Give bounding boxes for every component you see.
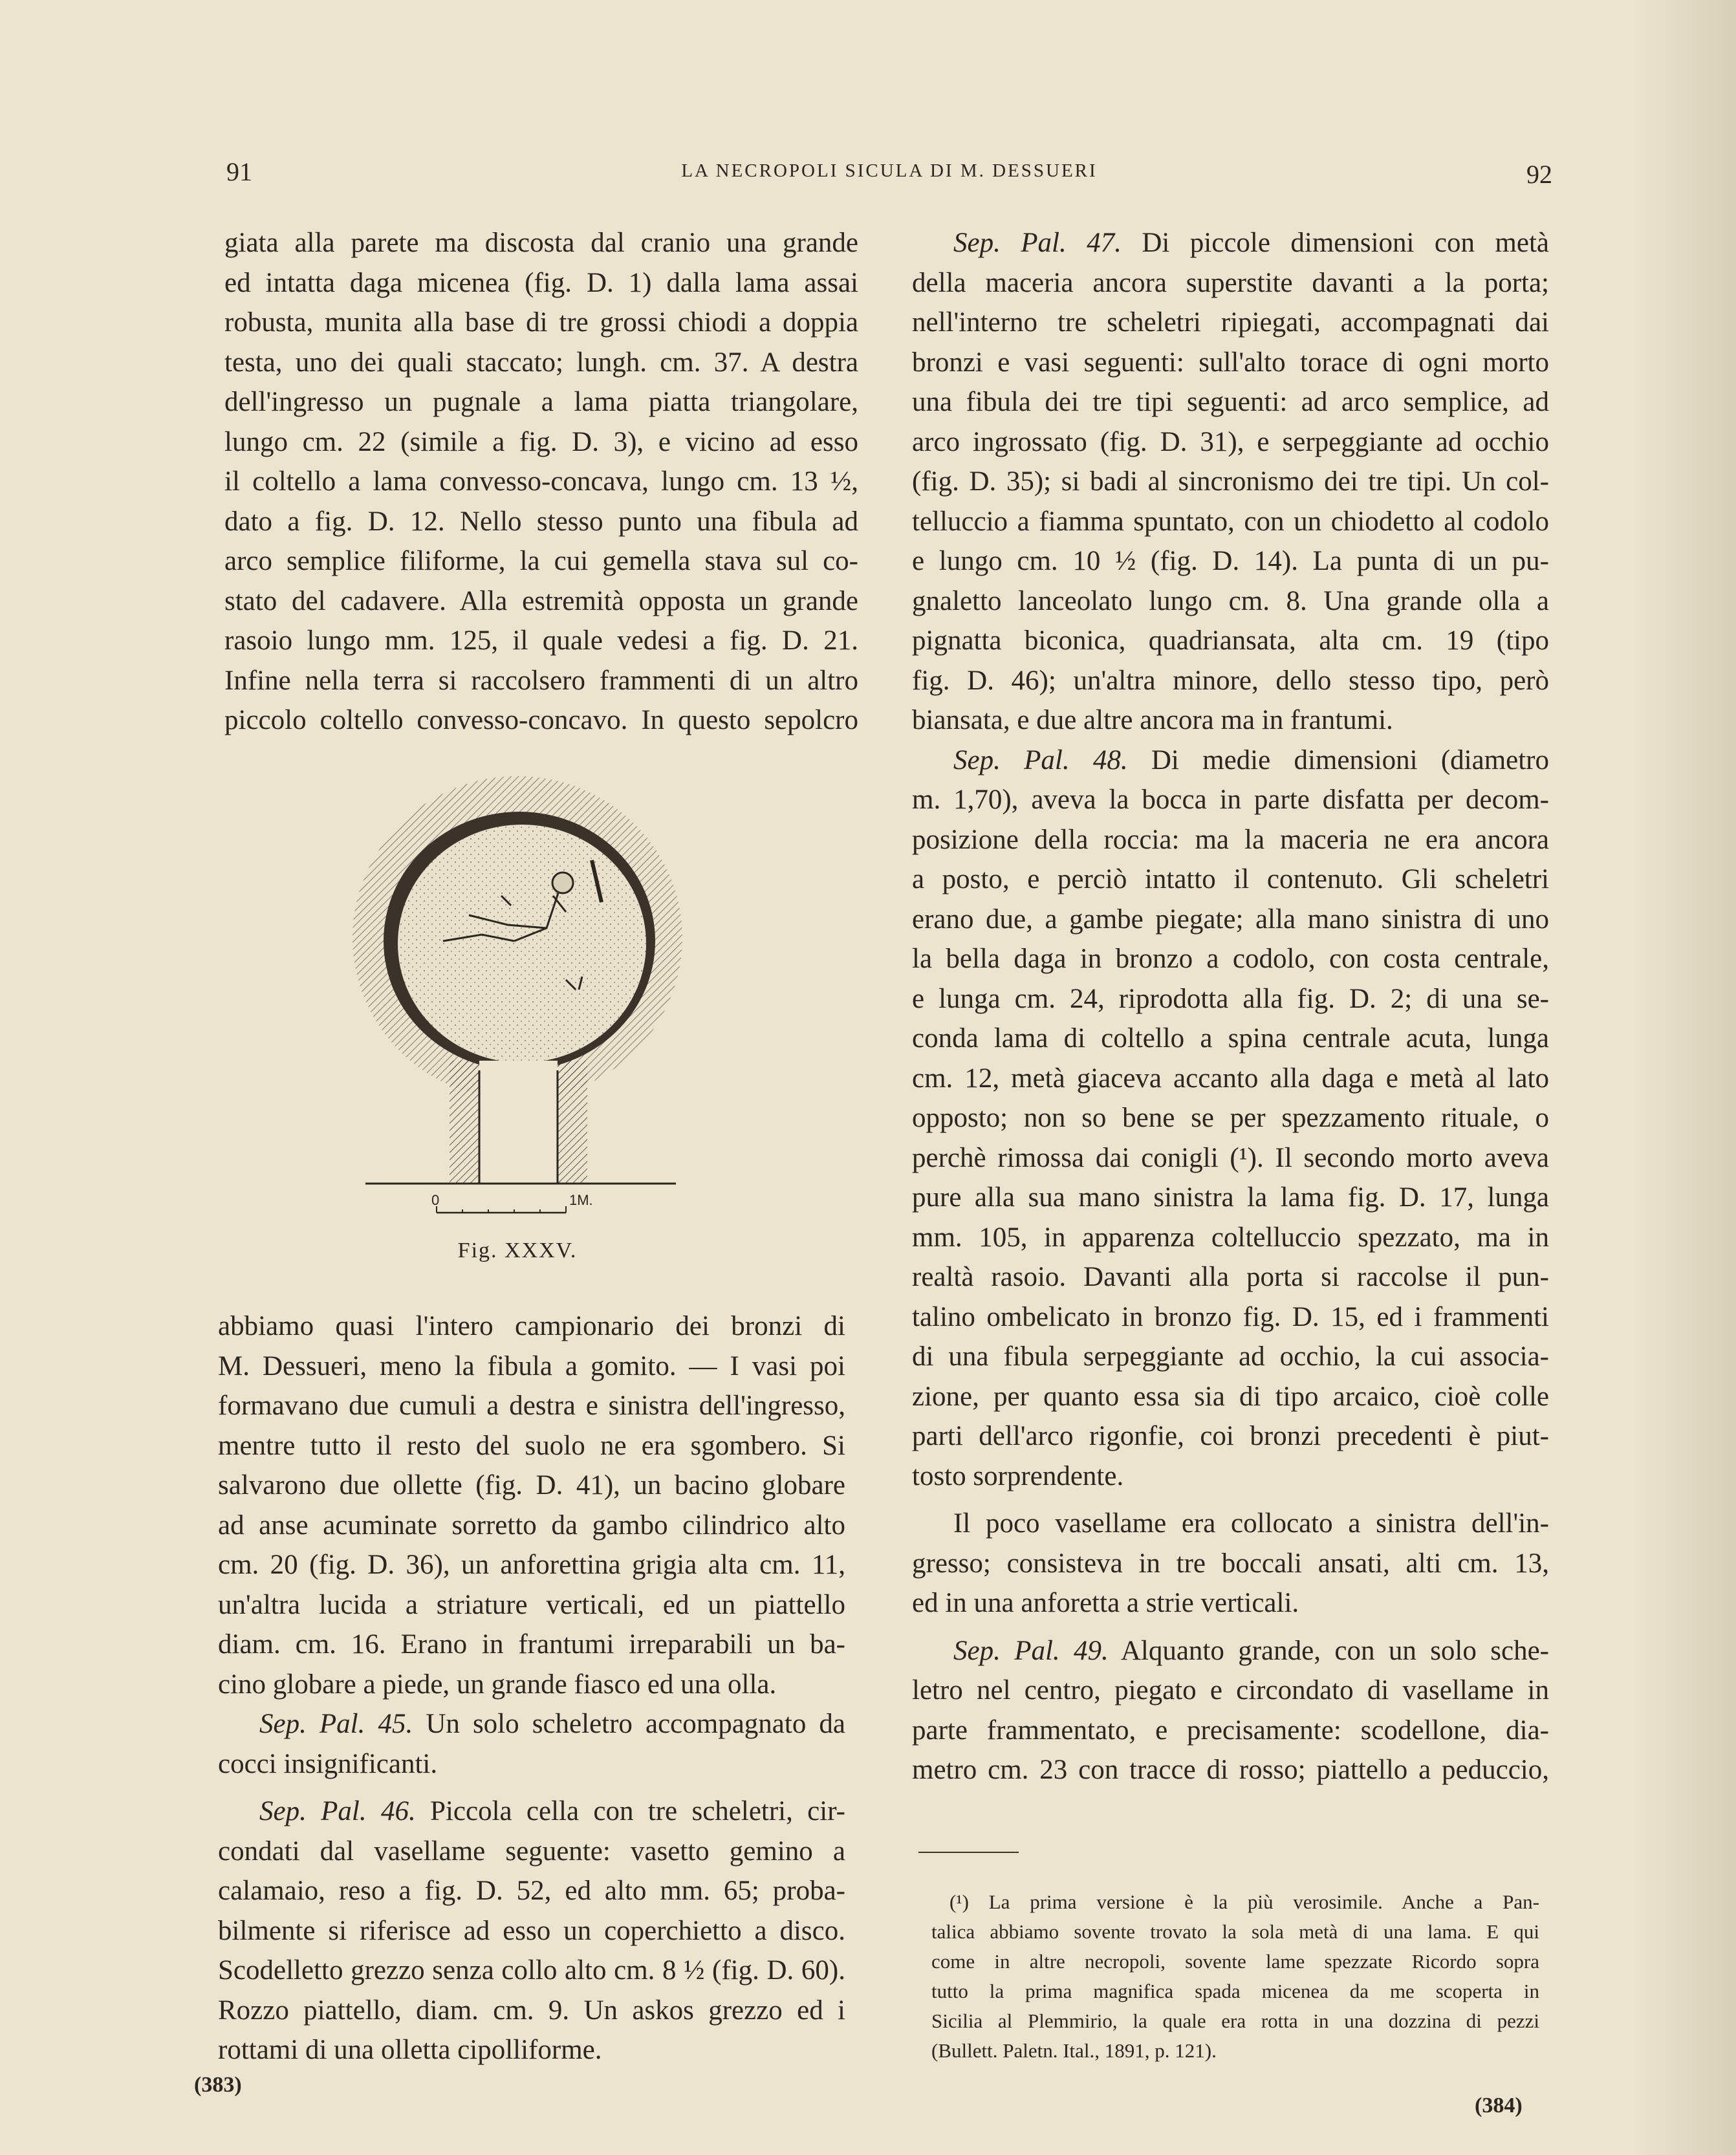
footnote-line: (¹) La prima versione è la più verosimile. Anche a Pan-	[949, 1890, 1539, 1913]
text-line: m. 1,70), aveva la bocca in parte disfatta per decom-	[912, 785, 1549, 815]
text-line: tosto sorprendente.	[912, 1460, 1124, 1491]
text-line: gresso; consisteva in tre boccali ansati, alti cm. 13,	[912, 1548, 1549, 1579]
text-line: stato del cadavere. Alla estremità opposta un grande	[224, 585, 858, 616]
text-line: Di medie dimensioni (diametro	[1151, 744, 1550, 775]
text-line: nell'interno tre scheletri ripiegati, accompagnati dai	[912, 307, 1549, 338]
text-line: pure alla sua mano sinistra la lama fig. D. 17, lunga	[912, 1182, 1549, 1213]
text-line: salvarono due ollette (fig. D. 41), un bacino globare	[218, 1470, 845, 1500]
text-line: rottami di una olletta cipolliforme.	[218, 2035, 602, 2065]
text-line: dell'ingresso un pugnale a lama piatta triangolare,	[224, 387, 858, 417]
text-line: giata alla parete ma discosta dal cranio una grande	[224, 228, 858, 258]
left-column-bottom	[218, 1306, 845, 2070]
section-line	[912, 741, 1549, 781]
text-line: letro nel centro, piegato e circondato di vasellame in	[912, 1675, 1549, 1706]
tomb-plan-figure	[353, 766, 689, 1219]
chamber-entrance	[365, 1061, 676, 1184]
text-line: perchè rimossa dai conigli (¹). Il secondo morto aveva	[912, 1142, 1549, 1173]
text-line: metro cm. 23 con tracce di rosso; piattello a peduccio,	[912, 1755, 1549, 1785]
scale-bar	[431, 1192, 593, 1213]
text-line: mentre tutto il resto del suolo ne era sgombero. Si	[218, 1430, 845, 1461]
text-line: bronzi e vasi seguenti: sull'alto torace di ogni morto	[912, 347, 1549, 378]
text-line: arco ingrossato (fig. D. 31), e serpeggiante ad occhio	[912, 426, 1549, 457]
footnote-line: Sicilia al Plemmirio, la quale era rotta in una dozzina di pezzi	[931, 2009, 1539, 2032]
footnote	[931, 1887, 1539, 2066]
text-line: e lunga cm. 24, riprodotta alla fig. D. 2; di una se-	[912, 983, 1549, 1014]
text-line: cocci insignificanti.	[218, 1748, 438, 1779]
text-line: cm. 20 (fig. D. 36), un anforettina grigia alta cm. 11,	[218, 1550, 845, 1580]
section-line	[912, 1631, 1549, 1671]
text-line: dato a fig. D. 12. Nello stesso punto una fibula ad	[224, 506, 858, 537]
text-line: Scodelletto grezzo senza collo alto cm. 8 ½ (fig. D. 60).	[218, 1955, 845, 1986]
text-line: conda lama di coltello a spina centrale acuta, lunga	[912, 1023, 1549, 1054]
text-line: Alquanto grande, con un solo sche-	[1120, 1635, 1549, 1666]
text-line: posizione della roccia: ma la maceria ne era ancora	[912, 824, 1549, 855]
text-line: fig. D. 46); un'altra minore, dello stesso tipo, però	[912, 665, 1549, 696]
text-line: cino globare a piede, un grande fiasco ed una olla.	[218, 1669, 777, 1700]
text-line: Infine nella terra si raccolsero frammenti di un altro	[224, 665, 858, 696]
text-line: ad anse acuminate sorretto da gambo cilindrico alto	[218, 1510, 845, 1541]
footnote-rule	[918, 1852, 1019, 1853]
text-line: formavano due cumuli a destra e sinistra dell'ingresso,	[218, 1391, 845, 1421]
text-line: una fibula dei tre tipi seguenti: ad arco semplice, ad	[912, 387, 1549, 417]
text-line: abbiamo quasi l'intero campionario dei bronzi di	[218, 1311, 845, 1341]
text-line: parte frammentato, e precisamente: scodellone, dia-	[912, 1715, 1549, 1746]
text-line: di una fibula serpeggiante ad occhio, la cui associa-	[912, 1341, 1549, 1372]
text-line: Il poco vasellame era collocato a sinistra dell'in-	[953, 1508, 1549, 1539]
right-column	[912, 223, 1549, 1790]
footnote-line: come in altre necropoli, sovente lame spezzate Ricordo sopra	[931, 1950, 1539, 1973]
text-line: rasoio lungo mm. 125, il quale vedesi a fig. D. 21.	[224, 625, 858, 656]
text-line: erano due, a gambe piegate; alla mano sinistra di uno	[912, 904, 1549, 935]
text-line: telluccio a fiamma spuntato, con un chiodetto al codolo	[912, 506, 1549, 537]
text-line: M. Dessueri, meno la fibula a gomito. — I vasi poi	[218, 1350, 845, 1381]
section-label-sep-pal-48: Sep. Pal. 48.	[953, 744, 1128, 775]
page-edge-shadow	[1633, 0, 1736, 2155]
text-line: biansata, e due altre ancora ma in frantumi.	[912, 705, 1393, 735]
section-label-sep-pal-47: Sep. Pal. 47.	[953, 228, 1122, 258]
text-line: zione, per quanto essa sia di tipo arcaico, cioè colle	[912, 1381, 1549, 1412]
running-header	[226, 157, 1552, 195]
text-line: la bella daga in bronzo a codolo, con costa centrale,	[912, 944, 1549, 974]
section-label-sep-pal-45: Sep. Pal. 45.	[259, 1709, 413, 1739]
section-label-sep-pal-46: Sep. Pal. 46.	[259, 1796, 416, 1826]
text-line: Piccola cella con tre scheletri, cir-	[430, 1796, 845, 1826]
text-line: il coltello a lama convesso-concava, lungo cm. 13 ½,	[224, 466, 858, 497]
scale-zero-label: 0	[431, 1192, 440, 1208]
text-line: lungo cm. 22 (simile a fig. D. 3), e vicino ad esso	[224, 426, 858, 457]
text-line: e lungo cm. 10 ½ (fig. D. 14). La punta di un pu-	[912, 546, 1549, 576]
running-title: LA NECROPOLI SICULA DI M. DESSUERI	[681, 160, 1098, 181]
text-line: della maceria ancora superstite davanti a la porta;	[912, 267, 1549, 298]
text-line: (fig. D. 35); si badi al sincronismo dei tre tipi. Un col-	[912, 466, 1549, 497]
footnote-line: (Bullett. Paletn. Ital., 1891, p. 121).	[931, 2039, 1217, 2062]
text-line: a posto, e perciò intatto il contenuto. Gli scheletri	[912, 864, 1549, 894]
footnote-line: talica abbiamo sovente trovato la sola metà di una lama. E qui	[931, 1920, 1539, 1943]
header-page-right: 92	[1526, 160, 1552, 189]
section-label-sep-pal-49: Sep. Pal. 49.	[953, 1635, 1109, 1666]
footnote-line: tutto la prima magnifica spada micenea da me scoperta in	[931, 1980, 1539, 2002]
text-line: diam. cm. 16. Erano in frantumi irreparabili un ba-	[218, 1629, 845, 1660]
text-line: parti dell'arco rigonfie, coi bronzi precedenti è piut-	[912, 1421, 1549, 1451]
section-line	[912, 223, 1549, 263]
text-line: calamaio, reso a fig. D. 52, ed alto mm. 65; proba-	[218, 1876, 845, 1906]
figure-caption: Fig. XXXV.	[457, 1239, 578, 1262]
header-page-left: 91	[226, 157, 252, 186]
text-line: robusta, munita alla base di tre grossi chiodi a doppia	[224, 307, 858, 338]
chamber-wall	[384, 812, 655, 1070]
text-line: testa, uno dei quali staccato; lungh. cm. 37. A destra	[224, 347, 858, 378]
scale-one-meter-label: 1M.	[569, 1192, 593, 1208]
text-line: Un solo scheletro accompagnato da	[426, 1709, 845, 1739]
text-line: piccolo coltello convesso-concavo. In questo sepolcro	[224, 705, 858, 735]
text-line: Di piccole dimensioni con metà	[1142, 228, 1549, 258]
text-line: arco semplice filiforme, la cui gemella stava sul co-	[224, 546, 858, 576]
text-line: ed in una anforetta a strie verticali.	[912, 1588, 1299, 1618]
text-line: pignatta biconica, quadriansata, alta cm. 19 (tipo	[912, 625, 1549, 656]
page-number-bottom-left: (383)	[194, 2073, 242, 2097]
text-line: mm. 105, in apparenza coltelluccio spezzato, ma in	[912, 1222, 1549, 1253]
section-line	[218, 1704, 845, 1744]
text-line: opposto; non so bene se per spezzamento rituale, o	[912, 1103, 1549, 1133]
text-line: talino ombelicato in bronzo fig. D. 15, ed i frammenti	[912, 1301, 1549, 1332]
section-line	[218, 1792, 845, 1832]
text-line: ed intatta daga micenea (fig. D. 1) dalla lama assai	[224, 267, 858, 298]
left-column-top	[224, 223, 858, 741]
text-line: gnaletto lanceolato lungo cm. 8. Una grande olla a	[912, 585, 1549, 616]
text-line: bilmente si riferisce ad esso un coperchietto a disco.	[218, 1915, 845, 1946]
page-number-bottom-right: (384)	[1475, 2094, 1523, 2117]
text-line: cm. 12, metà giaceva accanto alla daga e metà al lato	[912, 1063, 1549, 1094]
text-line: condati dal vasellame seguente: vasetto gemino a	[218, 1836, 845, 1867]
text-line: Rozzo piattello, diam. cm. 9. Un askos grezzo ed i	[218, 1995, 845, 2026]
text-line: un'altra lucida a striature verticali, ed un piattello	[218, 1589, 845, 1620]
text-line: realtà rasoio. Davanti alla porta si raccolse il pun-	[912, 1262, 1549, 1292]
